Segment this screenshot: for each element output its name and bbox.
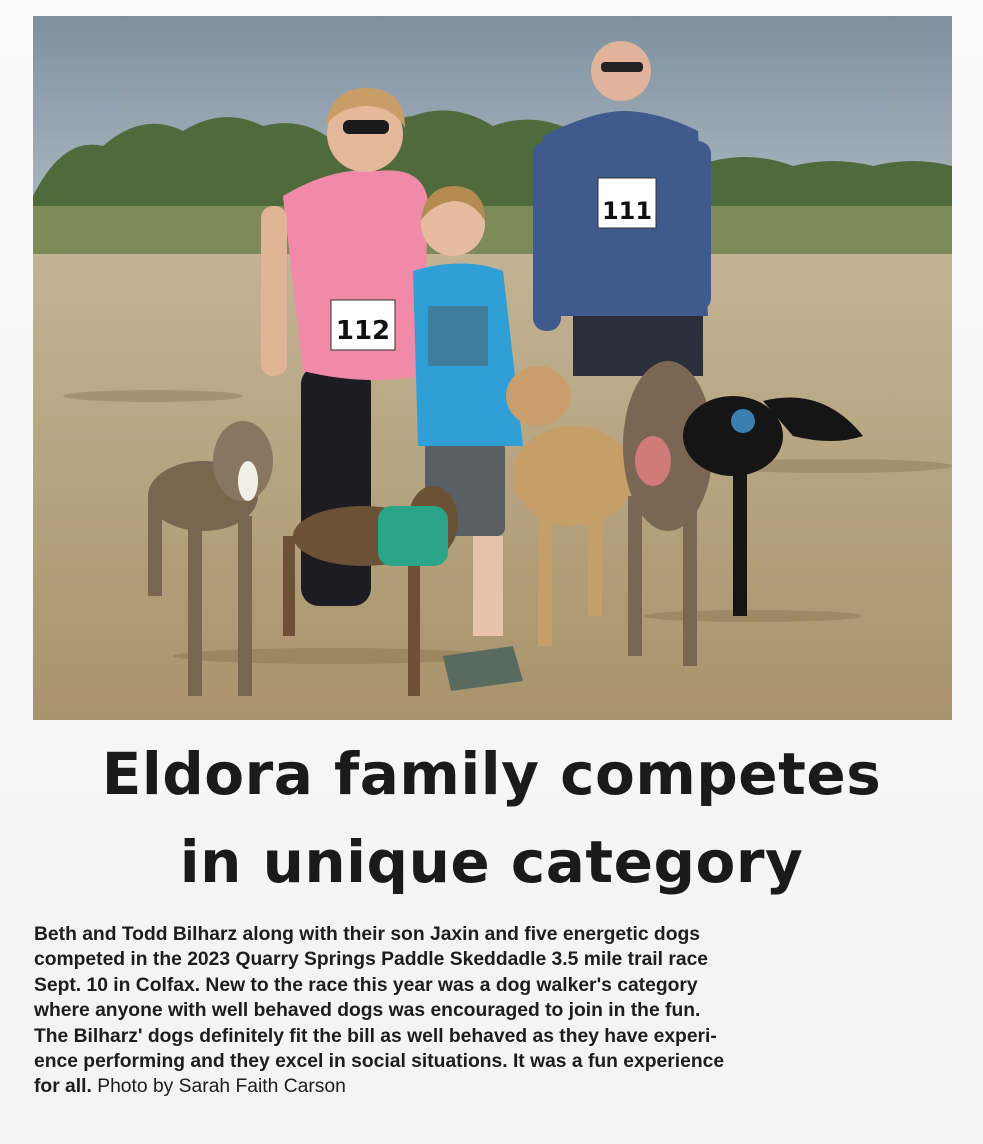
bib-man: 111: [601, 197, 653, 225]
caption-line: where anyone with well behaved dogs was encouraged to join in the fun.: [34, 1000, 701, 1022]
bib-woman: 112: [335, 316, 391, 346]
caption-last-line: for all.: [34, 1076, 92, 1098]
caption-line: Sept. 10 in Colfax. New to the race this year was a dog walker's category: [34, 974, 698, 996]
grass: [33, 206, 952, 256]
headline-line-1: Eldora family competes: [101, 740, 882, 808]
article-photo: [33, 16, 952, 720]
caption-line: ence performing and they excel in social situations. It was a fun experience: [34, 1051, 725, 1073]
caption-line: Beth and Todd Bilharz along with their son Jaxin and five energetic dogs: [34, 924, 700, 945]
photo-credit: Photo by Sarah Faith Carson: [97, 1076, 346, 1098]
headline-line-2: in unique category: [179, 828, 804, 896]
photo-caption: [34, 922, 950, 1100]
caption-line: The Bilharz' dogs definitely fit the bill as well behaved as they have experi-: [34, 1025, 717, 1047]
caption-line: competed in the 2023 Quarry Springs Paddle Skeddadle 3.5 mile trail race: [34, 949, 709, 971]
photo-family-with-dogs: [33, 16, 952, 720]
